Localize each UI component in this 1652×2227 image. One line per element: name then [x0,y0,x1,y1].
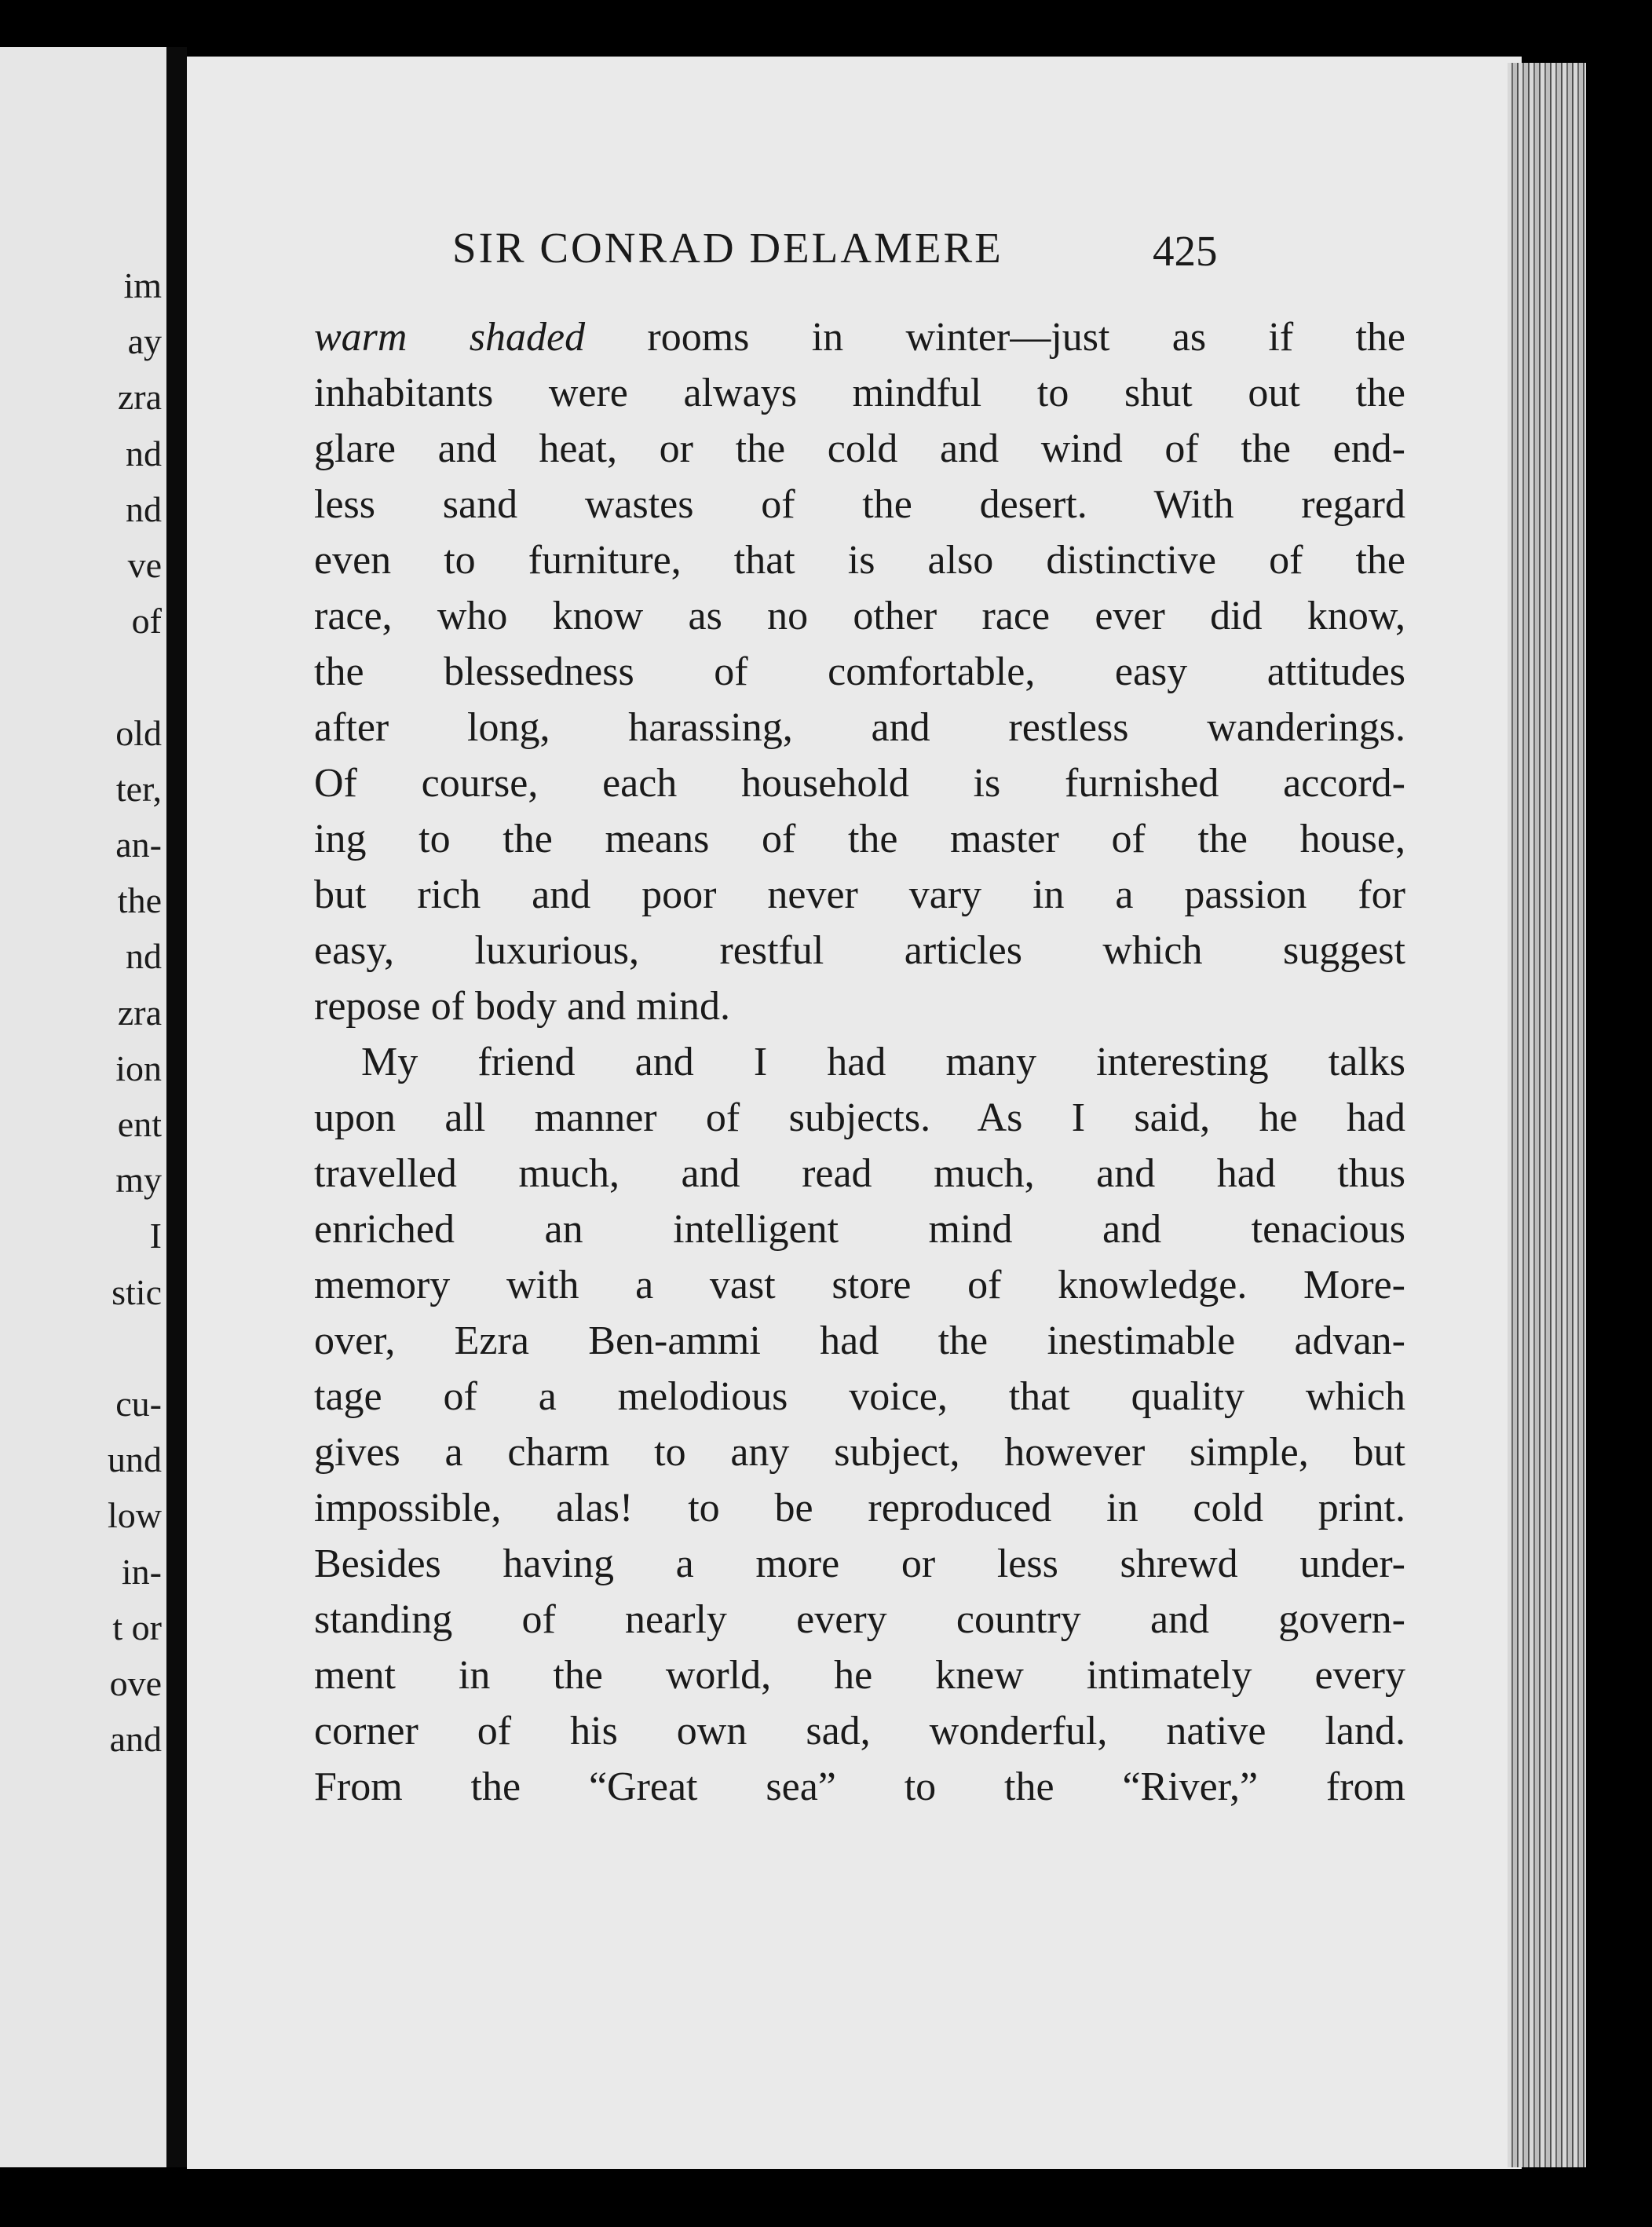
left-page-fragment [0,47,166,2167]
left-page-line-fragment: in- [121,1551,162,1592]
left-page-line-fragment: und [108,1439,162,1480]
running-head: SIR CONRAD DELAMERE [452,224,1003,272]
text-line: even to furniture, that is also distinctive of the [314,538,1405,583]
text-line: corner of his own sad, wonderful, native land. [314,1709,1405,1753]
left-page-line-fragment: of [131,601,162,642]
italic-phrase: warm shaded [314,315,586,360]
left-page-line-fragment: nd [126,488,162,529]
left-page-line-fragment: I [149,1216,162,1256]
text-line: the blessedness of comfortable, easy attitudes [314,649,1405,694]
text-line: glare and heat, or the cold and wind of the end- [314,426,1405,471]
left-page-line-fragment: an- [115,825,162,865]
left-page-line-fragment: im [123,265,162,305]
left-page-line-fragment: cu- [115,1384,162,1424]
text-line: over, Ezra Ben-ammi had the inestimable advan- [314,1318,1405,1363]
left-page-line-fragment: stic [111,1271,162,1312]
text-line: ment in the world, he knew intimately every [314,1653,1405,1698]
left-page-line-fragment: ion [115,1048,162,1088]
right-page [187,57,1522,2169]
text-line: race, who know as no other race ever did know, [314,594,1405,638]
text-line: Besides having a more or less shrewd under- [314,1541,1405,1586]
text-line: upon all manner of subjects. As I said, he had [314,1095,1405,1140]
text-line-rest: rooms in winter—just as if the [585,315,1406,360]
text-line: less sand wastes of the desert. With regard [314,482,1405,527]
paragraph-end-line: repose of body and mind. [314,984,731,1029]
text-line: easy, luxurious, restful articles which suggest [314,928,1405,973]
text-line: but rich and poor never vary in a passion for [314,872,1405,917]
text-line: impossible, alas! to be reproduced in cold print. [314,1486,1405,1530]
body-text [314,309,1405,1815]
text-line: standing of nearly every country and govern- [314,1597,1405,1642]
page-number: 425 [1153,227,1218,275]
text-line: Of course, each household is furnished accord- [314,761,1405,806]
text-line: enriched an intelligent mind and tenacious [314,1207,1405,1252]
left-page-line-fragment: nd [126,936,162,977]
left-page-line-fragment: zra [117,992,162,1033]
page-edges [1508,63,1586,2167]
left-page-line-fragment: zra [117,377,162,418]
text-line: From the “Great sea” to the “River,” from [314,1764,1405,1809]
left-page-line-fragment: ve [127,545,162,585]
text-line: memory with a vast store of knowledge. More- [314,1263,1405,1307]
left-page-line-fragment: ay [127,321,162,362]
left-page-line-fragment: ter, [115,768,162,809]
left-page-line-fragment: low [108,1495,162,1536]
text-line [314,309,1405,365]
left-page-line-fragment: ove [109,1663,162,1703]
text-line: after long, harassing, and restless wanderings. [314,705,1405,750]
left-page-line-fragment: ent [117,1104,162,1144]
left-page-line-fragment: the [117,880,162,921]
text-line: tage of a melodious voice, that quality which [314,1374,1405,1419]
left-page-line-fragment: old [115,712,162,753]
text-line: ing to the means of the master of the house, [314,817,1405,861]
text-line: gives a charm to any subject, however simple, but [314,1430,1405,1475]
left-page-line-fragment: my [115,1160,162,1201]
left-page-line-fragment: and [109,1719,162,1760]
book-gutter [166,47,187,2167]
text-line: travelled much, and read much, and had thus [314,1151,1405,1196]
text-line: inhabitants were always mindful to shut out the [314,371,1405,415]
left-page-line-fragment: nd [126,433,162,474]
left-page-line-fragment: t or [112,1607,162,1647]
paragraph-start-line: My friend and I had many interesting talks [361,1040,1405,1084]
